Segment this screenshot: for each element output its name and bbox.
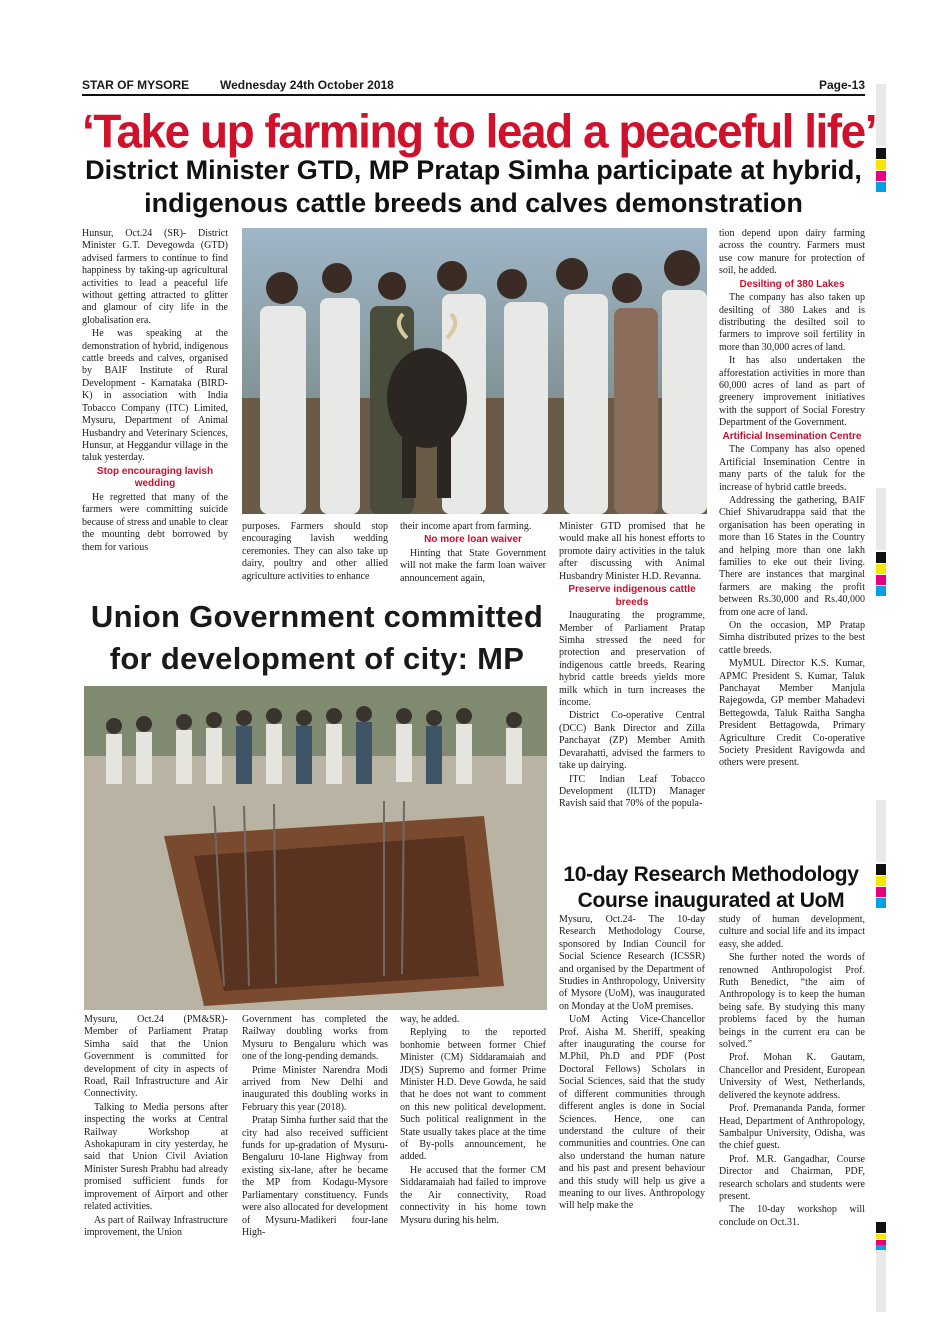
story2-paragraph: Talking to Media persons after inspecting the works at Central Railway Workshop at Ashokapuram in city yesterday, he said that Union Civil Aviation Minister Suresh Prabhu had already promised sufficient funds for improvement of Airport and other related activities. xyxy=(84,1101,228,1213)
story2-paragraph: Prime Minister Narendra Modi arrived from New Delhi and inaugurated this doubling works in February this year (2018). xyxy=(242,1064,388,1113)
story2-paragraph: Pratap Simha further said that the city had also received sufficient funds for up-gradation of Mysuru-Bengaluru 10-lane Highway from existing six-lane, after he became the MP from Kodagu-Mysore Parliamentary constituency. Funds were also allocated for development of Mysuru-Madikeri four-lane High- xyxy=(242,1115,388,1238)
story1-paragraph: He was speaking at the demonstration of hybrid, indigenous cattle breeds and calves, organised by BAIF Institute of Rural Development - Karnataka (BIRD-K) in association with India Tobacco Company (ITC) Limited, Mysuru, Department of Animal Husbandry and Veterinary Sciences, Hunsur, at Heggandur village in the taluk yesterday. xyxy=(82,328,228,464)
story2-paragraph: Government has completed the Railway doubling works from Mysuru to Bengaluru which was one of the long-pending demands. xyxy=(242,1014,388,1063)
issue-date: Wednesday 24th October 2018 xyxy=(220,78,394,92)
story3-paragraph: The 10-day workshop will conclude on Oct.31. xyxy=(719,1204,865,1228)
story1-subhead-stop-wedding: Stop encouraging lavish wedding xyxy=(96,465,214,490)
story3-paragraph: Prof. Mohan K. Gautam, Chancellor and President, European University of West, Netherlands, delivered the keynote address. xyxy=(719,1052,865,1101)
story3-paragraph: Mysuru, Oct.24- The 10-day Research Methodology Course, sponsored by Indian Council for Social Science Research (ICSSR) and organised by the Department of Studies in Anthropology, University of Mysore (UoM), was inaugurated on Monday at the UoM premises. xyxy=(559,914,705,1012)
story1-paragraph: tion depend upon dairy farming across the country. Farmers must use cow manure for protection of soil, he added. xyxy=(719,228,865,277)
story1-paragraph: Hunsur, Oct.24 (SR)- District Minister G.T. Devegowda (GTD) advised farmers to continue to find happiness by taking-up agricultural activities to lead a peaceful life without getting attracted to glitter and glamour of city life in the globalisation era. xyxy=(82,228,228,326)
story2-headline: Union Government committed for development of city: MP xyxy=(90,599,544,676)
story1-subhead-insemination: Artificial Insemination Centre xyxy=(722,430,862,442)
story3-paragraph: Prof. Premananda Panda, former Head, Department of Anthropology, Sambalpur University, Odisha, was the chief guest. xyxy=(719,1103,865,1152)
story2-paragraph: Replying to the reported bonhomie between former Chief Minister (CM) Siddaramaiah and JD(S) Supremo and former Prime Minister H.D. Deve Gowda, he said that he does not want to comment on this new political development. Such political realignment in the State usually takes place at the time of By-polls announcement, he added. xyxy=(400,1027,546,1163)
story1-paragraph: Hinting that State Government will not make the farm loan waiver announcement again, xyxy=(400,548,546,584)
story1-paragraph: The company has also taken up desilting of 380 Lakes and is distributing the desilted soil to farmers to improve soil fertility in more than 30,000 acres of land. xyxy=(719,292,865,353)
story1-paragraph: Addressing the gathering, BAIF Chief Shivarudrappa said that the organisation has been operating in more than 16 States in the Country and helping more than one lakh families to eke out their living. There are instances that marginal farmers are making the profit between Rs.30,000 and Rs.40,000 from one acre of land. xyxy=(719,494,865,618)
story3-column-1 xyxy=(559,914,705,1214)
story1-column-2 xyxy=(242,521,388,584)
story1-paragraph: On the occasion, MP Pratap Simha distributed prizes to the best cattle breeds. xyxy=(719,619,865,656)
story2-column-3 xyxy=(400,1014,546,1228)
story1-paragraph: It has also undertaken the afforestation activities in more than 60,000 acres of land as part of greenery improvement initiatives with the support of Social Forestry Department of the Government. xyxy=(719,355,865,429)
story1-paragraph: The Company has also opened Artificial Insemination Centre in many parts of the taluk for the increase of hybrid cattle breeds. xyxy=(719,444,865,493)
publication-name: STAR OF MYSORE xyxy=(82,78,190,92)
story1-paragraph: MyMUL Director K.S. Kumar, APMC President S. Kumar, Taluk Panchayat Member Manjula Rajegowda, GP member Mahadevi Bettegowda, Taluk Raitha Sangha President Bettagowda, Primary Agriculture Credit Co-operative Society President Ravigowda and others were present. xyxy=(719,658,865,769)
story3-headline: 10-day Research Methodology Course inaugurated at UoM xyxy=(563,863,859,912)
story3-column-2 xyxy=(719,914,865,1230)
page-header xyxy=(82,78,865,94)
railway-workshop-photo xyxy=(84,686,547,1010)
story1-column-3 xyxy=(400,521,546,586)
story1-headline: ‘Take up farming to lead a peaceful life’ xyxy=(82,104,876,158)
header-rule xyxy=(82,94,865,96)
story1-subhead-loan-waiver: No more loan waiver xyxy=(424,534,522,546)
story3-paragraph: She further noted the words of renowned Anthropologist Prof. Ruth Benedict, “the aim of Anthropology is to keep the human being safe. By studying this many problems faced by the human beings in the current era can be solved.” xyxy=(719,952,865,1051)
story3-paragraph: study of human development, culture and social life and its impact easy, she added. xyxy=(719,914,865,950)
cattle-demonstration-photo xyxy=(242,228,707,514)
story1-column-5 xyxy=(719,228,865,771)
story1-photo xyxy=(242,228,707,514)
story1-subhead: District Minister GTD, MP Pratap Simha participate at hybrid, indigenous cattle breeds and calves demonstration xyxy=(85,155,862,218)
story1-paragraph: Minister GTD promised that he would make all his honest efforts to promote dairy activities in the taluk after discussing with Animal Husbandry Minister H.D. Revanna. xyxy=(559,521,705,582)
page-number: Page-13 xyxy=(818,78,865,92)
story3-paragraph: UoM Acting Vice-Chancellor Prof. Aisha M. Sheriff, speaking after inaugurating the course for M.Phil, Ph.D and PDF (Post Doctoral Fellows) Scholars in Social Sciences, said that the study of different communities through different angles is done in Social Sciences. Hence, one can understand the culture of their communities and countries. One can also understand the human nature and his past and present behaviour and this study will help us give a meaning to our lives. Anthropology will help make the xyxy=(559,1014,705,1212)
story2-column-1 xyxy=(84,1014,228,1240)
story1-paragraph: District Co-operative Central (DCC) Bank Director and Zilla Panchayat (ZP) Member Amith Devarahatti, advised the farmers to take up dairying. xyxy=(559,710,705,772)
story1-column-1 xyxy=(82,228,228,555)
story1-subhead-preserve-breeds: Preserve indigenous cattle breeds xyxy=(568,584,696,608)
story2-paragraph: As part of Railway Infrastructure improvement, the Union xyxy=(84,1214,228,1238)
story2-paragraph: Mysuru, Oct.24 (PM&SR)- Member of Parliament Pratap Simha said that the Union Government is committed for development of city in aspects of Road, Rail Infrastructure and Air Connectivity. xyxy=(84,1014,228,1100)
story1-paragraph: Inaugurating the programme, Member of Parliament Pratap Simha stressed the need for protection and preservation of indigenous cattle breeds. Rearing hybrid cattle breeds yields more milk which in turn increases the income. xyxy=(559,610,705,709)
story1-paragraph: their income apart from farming. xyxy=(400,521,532,532)
story1-paragraph: ITC Indian Leaf Tobacco Development (ILTD) Manager Ravish said that 70% of the popula- xyxy=(559,773,705,810)
story2-paragraph: way, he added. xyxy=(400,1014,460,1025)
story1-column-4 xyxy=(559,521,705,812)
story2-paragraph: He accused that the former CM Siddaramaiah had failed to improve the Air connectivity, Road connectivity in his home town Mysuru during his helm. xyxy=(400,1164,546,1226)
story2-photo xyxy=(84,686,547,1010)
story1-paragraph: He regretted that many of the farmers were committing suicide because of stress and unable to clear the mounting debt borrowed by them for various xyxy=(82,491,228,553)
story2-column-2 xyxy=(242,1014,388,1240)
story1-subhead-desilting: Desilting of 380 Lakes xyxy=(739,278,845,290)
story1-paragraph: purposes. Farmers should stop encouraging lavish wedding ceremonies. They can also take up dairy, poultry and other allied agriculture activities to enhance xyxy=(242,521,388,582)
story3-paragraph: Prof. M.R. Gangadhar, Course Director and Chairman, PDF, research scholars and students were present. xyxy=(719,1153,865,1202)
